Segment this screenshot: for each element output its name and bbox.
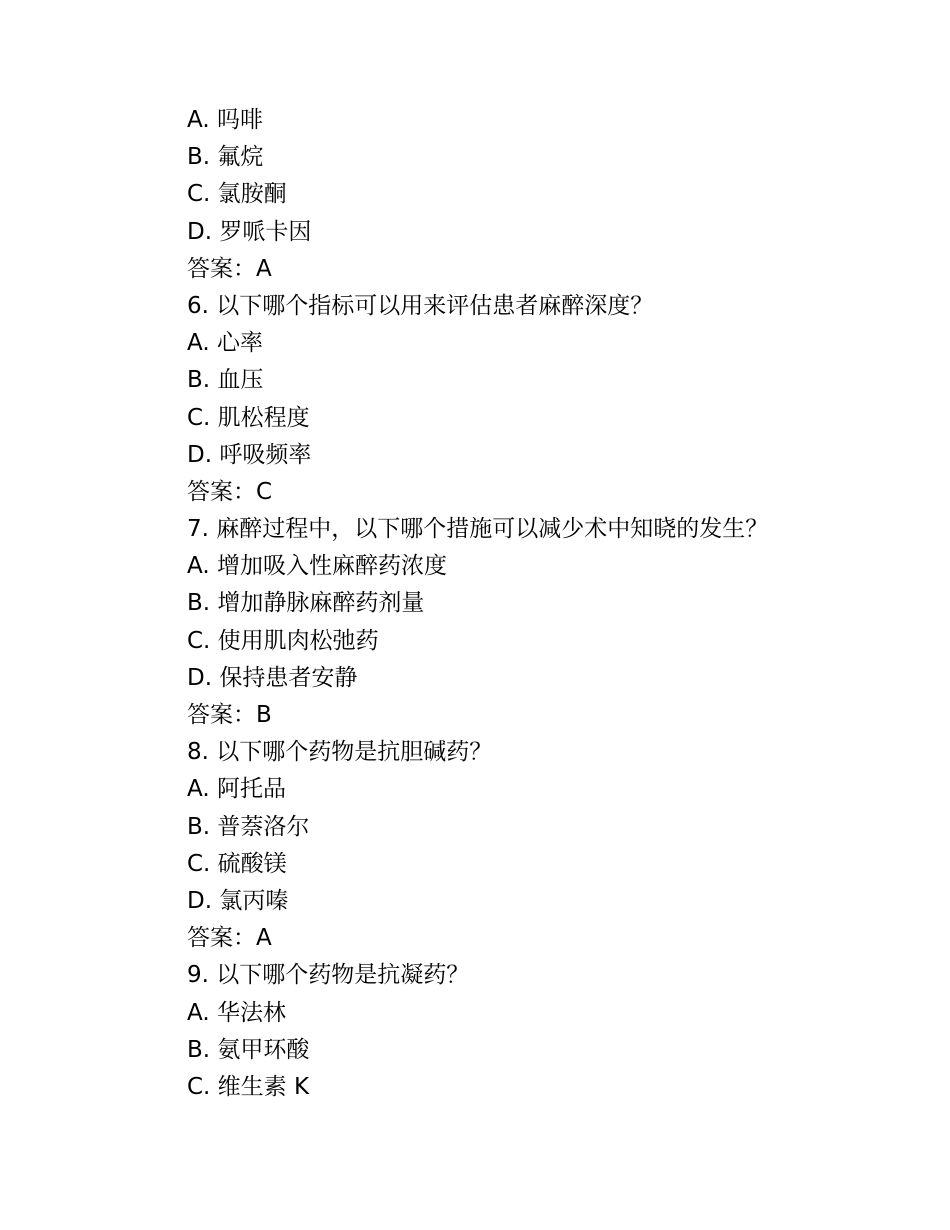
question-7-text: 7. 麻醉过程中，以下哪个措施可以减少术中知晓的发生？ — [187, 516, 769, 543]
question-6-answer: 答案：C — [187, 478, 273, 505]
question-8-text: 8. 以下哪个药物是抗胆碱药？ — [187, 739, 493, 766]
question-6-option-a: A. 心率 — [187, 330, 263, 357]
question-8-answer: 答案：A — [187, 925, 272, 952]
question-list — [187, 102, 887, 1106]
question-8-option-c: C. 硫酸镁 — [187, 850, 287, 877]
question-9-text: 9. 以下哪个药物是抗凝药？ — [187, 962, 470, 989]
question-7-answer: 答案：B — [187, 702, 272, 728]
question-6-option-b: B. 血压 — [187, 367, 264, 394]
option-d-text: D. 罗哌卡因 — [187, 218, 312, 245]
question-8-option-b: B. 普萘洛尔 — [187, 813, 310, 840]
question-6-option-d: D. 呼吸频率 — [187, 441, 312, 468]
question-8-option-d: D. 氯丙嗪 — [187, 887, 289, 914]
option-a-text: A. 吗啡 — [187, 107, 263, 133]
question-9-option-b: B. 氨甲环酸 — [187, 1036, 310, 1063]
question-7-option-a: A. 增加吸入性麻醉药浓度 — [187, 553, 447, 580]
question-6-option-c: C. 肌松程度 — [187, 404, 310, 431]
option-b-text: B. 氟烷 — [187, 144, 264, 171]
question-8-option-a: A. 阿托品 — [187, 776, 286, 803]
question-7-option-d: D. 保持患者安静 — [187, 664, 358, 691]
answer-text: 答案：A — [187, 255, 272, 282]
question-9-option-c: C. 维生素 K — [187, 1073, 310, 1100]
question-7-option-c: C. 使用肌肉松弛药 — [187, 627, 379, 654]
question-7-option-b: B. 增加静脉麻醉药剂量 — [187, 590, 425, 617]
question-9-option-a: A. 华法林 — [187, 999, 286, 1026]
option-c-text: C. 氯胺酮 — [187, 181, 287, 208]
question-6-text: 6. 以下哪个指标可以用来评估患者麻醉深度？ — [187, 292, 654, 319]
